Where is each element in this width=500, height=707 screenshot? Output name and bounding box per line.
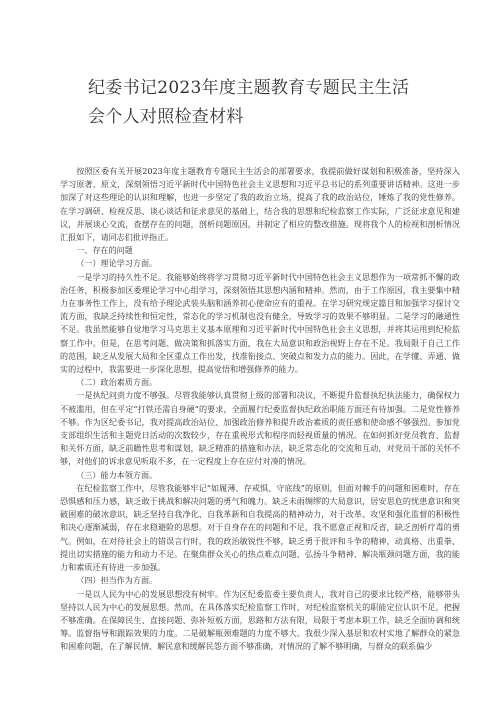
document-title: 纪委书记2023年度主题教育专题民主生活会个人对照检查材料	[88, 78, 410, 127]
paragraph-theory-study: 一是学习的持久性不足。我能够始终将学习贯彻习近平新时代中国特色社会主义思想作为一项常抓不懈的政治任务，积极参加区委理论学习中心组学习，深刻领悟其思想内涵和精神。然而，由于工作原因，我主要集中精力在事务性工作上，没有给予理论武装头脑和涵养初心使命应有的重视。在学习研究规定篇目和加强学习探讨交流方面，我缺乏持续性和恒定性，常态化的学习机制也没有健全，导致学习的效果不够明显。二是学习的融通性不足。我虽然能够自觉地学习马克思主义基本原理和习近平新时代中国特色社会主义思想，并将其运用到纪检监察工作中。但是，在思考问题、做决策和抓落实方面，我在大局意识和政治视野上存在不足。我局限于自己工作的范围，缺乏从发展大局和全区重点工作出发，找准衔接点、突破点和发力点的能力。因此，在学懂、弄通、做实的过程中，我需要进一步深化思想，提高觉悟和增强修养的能力。	[60, 271, 460, 375]
subheading-political-quality: （二）政治素质方面。	[76, 377, 158, 388]
document-body	[60, 165, 460, 700]
paragraph-responsibility: 一是以人民为中心的发展思想没有树牢。作为区纪委监委主要负责人，我对自己的要求比较严格，能够带头坚持以人民为中心的发展思想。然而，在具体落实纪检监察工作时，对纪检监察机关的职能定位认识不足，把握不够准确。在保障民生、直接问题、弥补短板方面，思路和方法有限，局限于考虑本职工作，缺乏全面协调和统筹。监督指导和跟踪效果的力度。二是破解瓶颈难题的力度不够大。我很少深入基层和农村实地了解群众的紧急和困难问题，在了解民情、解民意和缓解民怨方面不够准确，对情况的了解不够明确，与群众的联系偏少	[60, 588, 460, 652]
subheading-responsibility: （四）担当作为方面。	[76, 575, 158, 586]
intro-paragraph: 按照区委有关开展2023年度主题教育专题民主生活会的部署要求，我提前做好谋划和积极准备，坚持深入学习原著、原文，深刻领悟习近平新时代中国特色社会主义思想和习近平总书记的系列重要讲话精神。这进一步加深了对这些理论的认识和理解，也进一步坚定了我的政治立场，提高了我的政治站位，锤炼了我的党性修养。在学习调研、检视反思、谈心谈话和征求意见的基础上，结合我的思想和纪检监察工作实际，广泛征求意见和建议，并展谈心交流，查摆存在的问题，剖析问题原因，并制定了相应的整改措施。现将我个人的检视和剖析情况汇报如下，请同志们批评指正。	[60, 166, 460, 243]
paragraph-ability: 在纪检监察工作中，尽管我能够牢记“如履薄、存戒惧、守底线”的原则，但面对棘手的问题和困难时，存在恐惧感和压力感，缺乏敢于挑战和解决问题的勇气和魄力。缺乏未雨绸缪的大局意识，居安思危的忧患意识和突破困难的破冰意识，缺乏坚持自我净化、自我革新和自我提高的精神动力，对于改革、攻坚和强化监督的积极性和决心逐渐减弱，存在求稳避险的思想。对于自身存在的问题和不足，我不愿意正视和反省，缺乏剖析疗毒的勇气。例如，在对待社会上的错误言行时，我的政治敏锐性不够，缺乏勇于批评和斗争的精神，动真格、出重拳、提出切实措施的能力和动力不足。在聚焦群众关心的热点难点问题、弘扬斗争精神、解决瓶颈问题方面，我的能力和素质还有待进一步加强。	[60, 482, 460, 573]
paragraph-political-quality: 一是执纪问责力度不够强。尽管我能够认真贯彻上级的部署和决议，不断提升监督执纪执法能力，确保权力不被滥用，但在平定“打铁还需自身硬”的要求，全面履行纪委监督执纪政治职能方面还有待加强。二是党性修养不够。作为区纪委书记，我对提高政治站位、加强政治修养和提升政治素质的责任感和使命感不够强烈。参加党支部组织生活和主题党日活动的次数较少，存在重视形式和程序而轻视质量的情况。在如何抓好党员教育、监督和关怀方面，缺乏前瞻性思考和谋划，缺乏精准的措施和办法，缺乏常态化的交流和互动，对党员干部的关怀不够，对他们的诉求意见听取不多，在一定程度上存在应付对凑的情况。	[60, 390, 460, 467]
section-heading-problems: 一、存在的问题	[76, 245, 133, 256]
subheading-theory-study: （一）理论学习方面。	[76, 258, 158, 269]
subheading-ability: （三）能力本领方面。	[76, 469, 158, 480]
